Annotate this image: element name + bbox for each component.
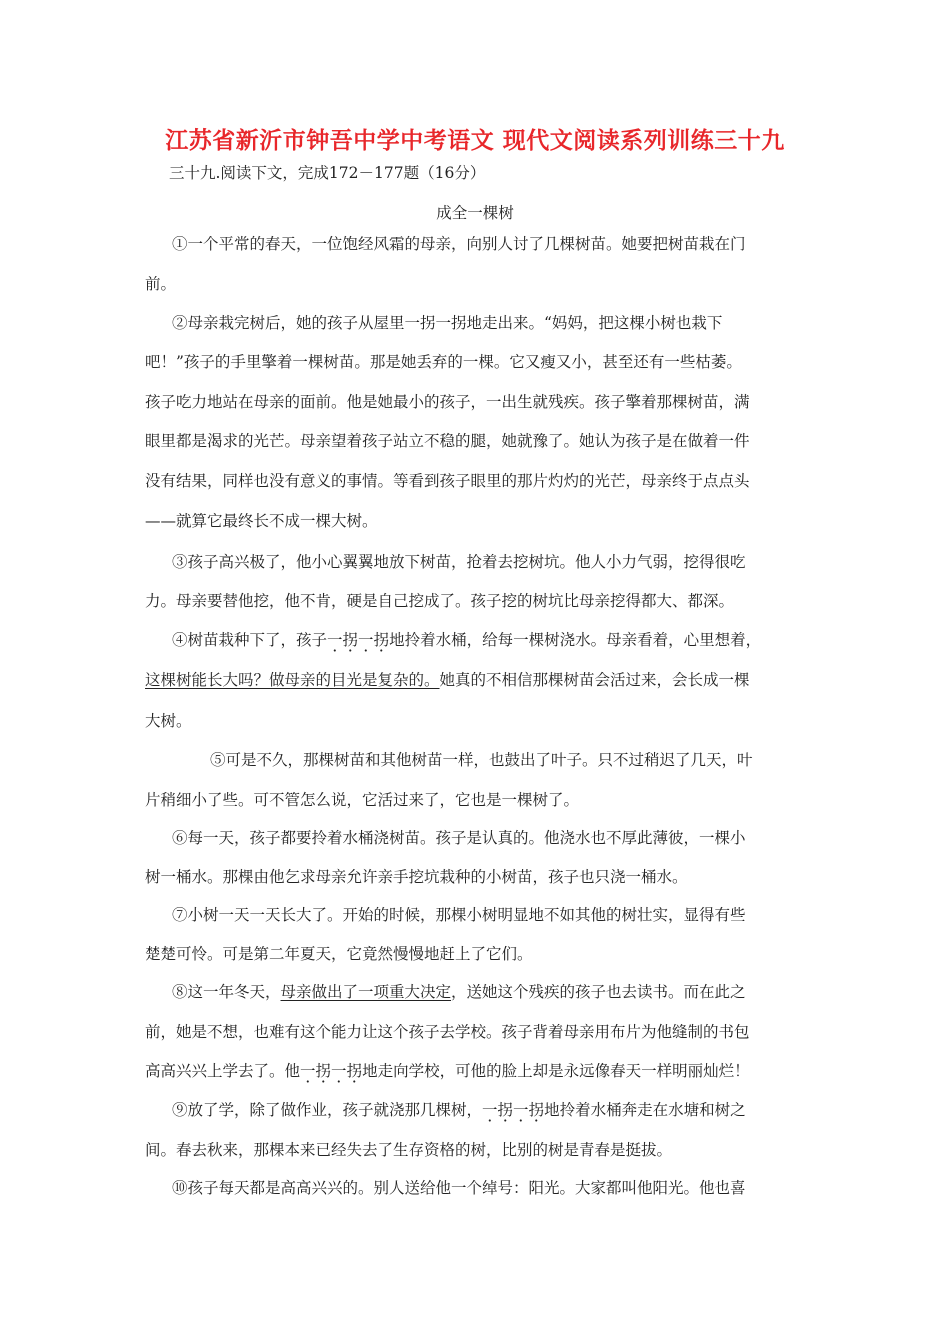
text-segment: ④树苗栽种下了，孩子 <box>172 631 328 649</box>
paragraph-2-line-2: 吧！”孩子的手里擎着一棵树苗。那是她丢弃的一棵。它又瘦又小，甚至还有一些枯萎。 <box>145 353 742 371</box>
paragraph-2-line-1: ②母亲栽完树后，她的孩子从屋里一拐一拐地走出来。“妈妈，把这棵小树也栽下 <box>172 314 723 332</box>
paragraph-7-line-1: ⑦小树一天一天长大了。开始的时候，那棵小树明显地不如其他的树壮实，显得有些 <box>172 906 746 924</box>
paragraph-5-line-1: ⑤可是不久，那棵树苗和其他树苗一样，也鼓出了叶子。只不过稍迟了几天，叶 <box>210 751 753 769</box>
text-segment: 地走向学校，可他的脸上却是永远像春天一样明丽灿烂！ <box>362 1062 750 1080</box>
paragraph-9-line-1 <box>172 1098 812 1120</box>
dotted-char: 一 <box>327 631 343 649</box>
underlined-sentence: 这棵树能长大吗？做母亲的目光是复杂的。 <box>145 671 440 689</box>
text-segment: 地拎着水桶，给每一棵树浇水。母亲看着，心里想着， <box>389 631 762 649</box>
paragraph-4-line-3: 大树。 <box>145 712 192 730</box>
text-segment: ⑧这一年冬天， <box>172 983 281 1001</box>
text-segment: 高高兴兴上学去了。他 <box>145 1062 301 1080</box>
paragraph-2-line-6: ——就算它最终长不成一棵大树。 <box>145 512 378 530</box>
paragraph-7-line-2: 楚楚可怜。可是第二年夏天，它竟然慢慢地赶上了它们。 <box>145 945 533 963</box>
document-title: 江苏省新沂市钟吾中学中考语文 现代文阅读系列训练三十九 <box>165 128 785 154</box>
paragraph-2-line-4: 眼里都是渴求的光芒。母亲望着孩子站立不稳的腿，她就豫了。她认为孩子是在做着一件 <box>145 432 750 450</box>
paragraph-10-line-1: ⑩孩子每天都是高高兴兴的。别人送给他一个绰号：阳光。大家都叫他阳光。他也喜 <box>172 1179 746 1197</box>
paragraph-3-line-1: ③孩子高兴极了，他小心翼翼地放下树苗，抢着去挖树坑。他人小力气弱，挖得很吃 <box>172 553 746 571</box>
text-segment: 地拎着水桶奔走在水塘和树之 <box>544 1101 746 1119</box>
underlined-phrase: 母亲做出了一项重大决定 <box>280 983 452 1001</box>
dotted-char: 一 <box>513 1101 529 1119</box>
dotted-char: 拐 <box>346 1062 363 1080</box>
text-segment: ⑨放了学，除了做作业，孩子就浇那几棵树， <box>172 1101 483 1119</box>
dotted-char: 拐 <box>342 631 359 649</box>
article-title: 成全一棵树 <box>436 204 514 222</box>
dotted-char: 一 <box>331 1062 347 1080</box>
paragraph-3-line-2: 力。母亲要替他挖，他不肯，硬是自己挖成了。孩子挖的树坑比母亲挖得都大、都深。 <box>145 592 735 610</box>
text-segment: ，送她这个残疾的孩子也去读书。而在此之 <box>451 983 746 1001</box>
paragraph-1-line-2: 前。 <box>145 275 177 293</box>
paragraph-8-line-2: 前，她是不想，也难有这个能力让这个孩子去学校。孩子背着母亲用布片为他缝制的书包 <box>145 1023 750 1041</box>
question-intro: 三十九.阅读下文，完成172－177题（16分） <box>169 164 486 182</box>
dotted-char: 一 <box>482 1101 498 1119</box>
text-segment: 她真的不相信那棵树苗会活过来，会长成一棵 <box>439 671 750 689</box>
dotted-char: 拐 <box>315 1062 332 1080</box>
paragraph-8-line-3 <box>145 1059 811 1081</box>
dotted-char: 拐 <box>497 1101 514 1119</box>
paragraph-2-line-3: 孩子吃力地站在母亲的面前。他是她最小的孩子，一出生就残疾。孩子擎着那棵树苗，满 <box>145 393 750 411</box>
dotted-char: 一 <box>358 631 374 649</box>
paragraph-6-line-1: ⑥每一天，孩子都要拎着水桶浇树苗。孩子是认真的。他浇水也不厚此薄彼，一棵小 <box>172 829 746 847</box>
dotted-char: 拐 <box>528 1101 545 1119</box>
paragraph-4-line-2 <box>145 668 811 690</box>
paragraph-6-line-2: 树一桶水。那棵由他乞求母亲允许亲手挖坑栽种的小树苗，孩子也只浇一桶水。 <box>145 868 688 886</box>
paragraph-5-line-2: 片稍细小了些。可不管怎么说，它活过来了，它也是一棵树了。 <box>145 791 580 809</box>
dotted-char: 拐 <box>373 631 390 649</box>
paragraph-9-line-2: 间。春去秋来，那棵本来已经失去了生存资格的树，比别的树是青春是挺拔。 <box>145 1141 673 1159</box>
paragraph-8-line-1 <box>172 980 812 1002</box>
paragraph-1-line-1: ①一个平常的春天，一位饱经风霜的母亲，向别人讨了几棵树苗。她要把树苗栽在门 <box>172 235 746 253</box>
paragraph-2-line-5: 没有结果，同样也没有意义的事情。等看到孩子眼里的那片灼灼的光芒，母亲终于点点头 <box>145 472 750 490</box>
paragraph-4-line-1 <box>172 628 812 650</box>
dotted-char: 一 <box>300 1062 316 1080</box>
